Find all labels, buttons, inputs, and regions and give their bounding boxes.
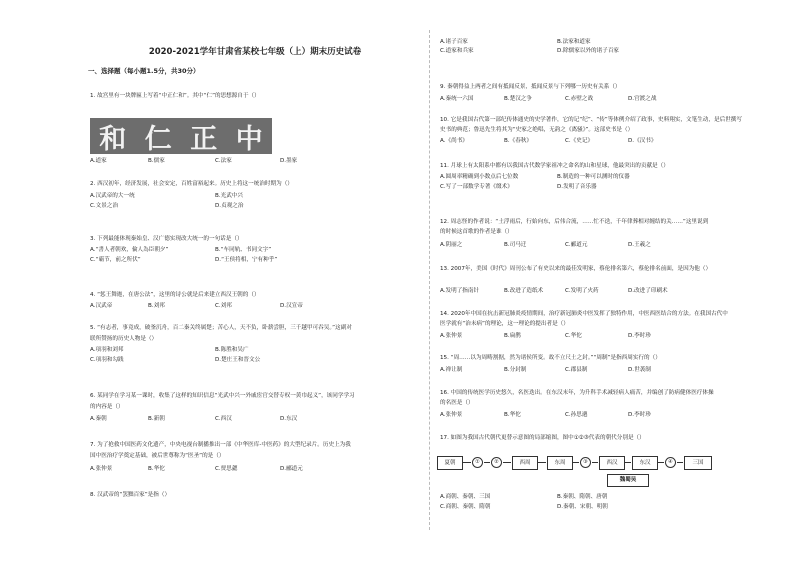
timeline-arrow xyxy=(538,462,546,463)
section-heading: 一、选择题（每小题1.5分，共30分） xyxy=(88,67,200,75)
option-c: C.郦道元 xyxy=(565,242,588,248)
option-d: D.李时珍 xyxy=(628,333,651,339)
option-b: B.制造的一种可以测时的仪器 xyxy=(557,174,630,180)
timeline-node: ① xyxy=(472,457,483,468)
column-divider xyxy=(429,30,430,530)
option-c: C.华佗 xyxy=(565,333,582,339)
q9-stem: 9. 秦朝得益上两者之间有抵闻反景，抵闻反景与下列哪一历史有关系（） xyxy=(440,84,621,90)
option-c: C.孙思邈 xyxy=(565,412,588,418)
option-d: D.楚庄王和晋文公 xyxy=(215,357,261,363)
timeline-arrow xyxy=(677,462,683,463)
option-b: B.《春秋》 xyxy=(504,138,532,144)
option-d: D.《汉书》 xyxy=(628,138,657,144)
q12-stem: 12. 周志怪的作者说：“土浮雨后，行始向东，后伟合流，……忙不迭，千年律葬相对缠结的关……”这里说到 xyxy=(440,219,709,225)
q16-stem-line2: 的名医是（） xyxy=(440,400,474,406)
timeline-node: ③ xyxy=(580,457,591,468)
plaque-char: 和 xyxy=(99,123,127,155)
q7-stem: 7. 为了抢救中国医药文化遗产，中央电视台制播推出一部《中华医库-中医药》的大型纪录片。历史上为我 xyxy=(90,442,351,448)
timeline-arrow xyxy=(463,462,471,463)
option-c: C.项羽和勾践 xyxy=(90,357,124,363)
q12-stem-line2: 的时候这首歌的作者是谁（） xyxy=(440,229,513,235)
exam-title: 2020-2021学年甘肃省某校七年级（上）期末历史试卷 xyxy=(148,47,362,57)
option-a: A.张仲景 xyxy=(440,412,463,418)
option-d: D.发明了音乐器 xyxy=(557,184,597,190)
option-c: C.文景之治 xyxy=(90,203,119,209)
option-a: A.秦朝 xyxy=(90,416,107,422)
timeline-node: 东周 xyxy=(547,456,573,470)
q13-stem: 13. 2007年，美国《时代》周刊公布了有史以来的最佳发明家，蔡伦排名第六，蔡伦排名前面，是因为他（） xyxy=(440,266,712,272)
option-d: D.东汉 xyxy=(280,416,298,422)
option-c: C.写了一部数学专著《缀术》 xyxy=(440,184,513,190)
timeline-arrow xyxy=(625,462,631,463)
option-a: A.汉武帝 xyxy=(90,303,113,309)
option-b: B.“车同轨、书同文字” xyxy=(215,247,272,253)
q2-stem: 2. 西汉初年，经济发展，社会安定，百姓富裕起来。历史上将这一统治时期为（） xyxy=(90,181,293,187)
option-b: B.华佗 xyxy=(148,466,165,472)
timeline-node: 西汉 xyxy=(599,456,625,470)
option-d: D.改进了印刷术 xyxy=(628,288,668,294)
option-a: A.汉武帝的大一统 xyxy=(90,193,135,199)
option-c: C.商朝、秦朝、隋朝 xyxy=(440,504,491,510)
option-a: A.“書人者朝欢，倫人為臣朝夕” xyxy=(90,247,169,253)
option-a: A.禅让制 xyxy=(440,367,463,373)
option-c: C.郡县制 xyxy=(565,367,588,373)
q10-stem: 10. 它是我国古代第一部纪传体通史的史学著作，它的记“纪”、“传”等体例介绍了政事，史料翔实，文笔生动，是后世撰写 xyxy=(440,117,742,123)
option-c: C.《史记》 xyxy=(565,138,594,144)
option-c: C.赤壁之战 xyxy=(565,96,594,102)
option-d: D.除儒家以外的诸子百家 xyxy=(557,48,620,54)
q14-stem-line2: 医学就有“治未病”的理论，这一理论的提出者是（） xyxy=(440,321,569,327)
q15-stem: 15. “周……以为周畴割据，然为诸侯所变。故不立尺土之封。”“周制”是指西周实行的（） xyxy=(440,355,661,361)
timeline-node: 西周 xyxy=(512,456,538,470)
option-d: D.秦朝、宋朝、明朝 xyxy=(557,504,608,510)
option-d: D.李时珍 xyxy=(628,412,651,418)
timeline-arrow xyxy=(503,462,511,463)
q7-stem-line2: 国中医治疗学奠定基础，被后世尊称为“医圣”的是（） xyxy=(90,453,225,459)
q14-stem: 14. 2020年中国在抗击新冠肺炎疫情期间，治疗新冠肺炎中医发挥了独特作用，中医西医结合的方法。在我国古代中 xyxy=(440,311,728,317)
option-c: C.道家和兵家 xyxy=(440,48,474,54)
option-b: B.光武中兴 xyxy=(215,193,243,199)
option-d: D.墨家 xyxy=(280,158,298,164)
option-a: A.《尚书》 xyxy=(440,138,468,144)
timeline-node: ② xyxy=(491,457,502,468)
q4-stem: 4. “惩王舞迦，在唐公法”，这里的诗公就是后来建立西汉王朝的（） xyxy=(90,292,260,298)
option-b: B.新朝 xyxy=(148,416,165,422)
option-b: B.陈胜和吴广 xyxy=(215,347,249,353)
option-c: C.发明了火药 xyxy=(565,288,599,294)
plaque-char: 中 xyxy=(235,123,263,155)
timeline-node: ④ xyxy=(665,457,676,468)
option-b: B.楚汉之争 xyxy=(504,96,532,102)
option-a: A.诸子百家 xyxy=(440,39,468,45)
q6-stem-line2: 的内容是（） xyxy=(90,404,124,410)
option-a: A.秦统一六国 xyxy=(440,96,474,102)
option-b: B.分封制 xyxy=(504,367,527,373)
timeline-arrow xyxy=(484,462,490,463)
option-c: C.“霸节，前之所伏” xyxy=(90,257,141,263)
timeline-sub-box: 魏蜀吴 xyxy=(607,474,649,487)
option-d: D.“王侯将相，宁有种乎” xyxy=(215,257,278,263)
q11-stem: 11. 月球上有太阳系中都有以我国古代数学家祖冲之命名的山和星球，他最突出的贡献是（） xyxy=(440,163,669,169)
q5-stem: 5. “有志者，事竟成，破釜沉舟，百二秦关终属楚；苦心人，天不负，卧薪尝胆，三千越甲可吞吴。”这副对 xyxy=(90,325,352,331)
option-a: A.张仲景 xyxy=(440,333,463,339)
option-b: B.扁鹊 xyxy=(504,333,521,339)
q3-stem: 3. 下列最能体现秦始皇、汉广德实现改大统一的一句话是（） xyxy=(90,236,243,242)
timeline-node: 夏朝 xyxy=(437,456,463,470)
dynasty-timeline-diagram xyxy=(437,454,737,490)
plaque-char: 仁 xyxy=(144,123,172,155)
option-a: A.张仲景 xyxy=(90,466,113,472)
option-a: A.阴丽之 xyxy=(440,242,463,248)
plaque-char: 正 xyxy=(190,123,218,155)
q10-stem-line2: 史书的典范；鲁迅先生将其为“史家之绝唱，无韵之《离骚》”。这部史书是（） xyxy=(440,127,634,133)
option-a: A.道家 xyxy=(90,158,107,164)
option-c: C.刘邦 xyxy=(215,303,232,309)
option-b: B.华佗 xyxy=(504,412,521,418)
option-c: C.贾思勰 xyxy=(215,466,238,472)
option-c: C.西汉 xyxy=(215,416,232,422)
option-d: D.汉宣帝 xyxy=(280,303,303,309)
q1-stem: 1. 故宫里有一块牌匾上写着“中正仁和”。其中“仁”的思想源自于（） xyxy=(90,93,260,99)
option-a: A.圆周率精确到小数点后七位数 xyxy=(440,174,519,180)
q1-plaque-image xyxy=(90,118,272,154)
option-b: B.秦朝、隋朝、唐朝 xyxy=(557,494,608,500)
option-a: A.发明了指南针 xyxy=(440,288,480,294)
q6-stem: 6. 某同学在学习某一课时，收集了这样的知识信息“光武中兴一外戚宦官交替专权一黄巾起义”，该同学学习 xyxy=(90,393,355,399)
timeline-arrow xyxy=(573,462,579,463)
option-b: B.刘邦 xyxy=(148,303,165,309)
q8-stem: 8. 汉武帝的“罢黜百家”是指（） xyxy=(90,492,171,498)
option-b: B.司马迁 xyxy=(504,242,527,248)
option-d: D.郦道元 xyxy=(280,466,303,472)
option-d: D.王羲之 xyxy=(628,242,651,248)
timeline-node: 三国 xyxy=(684,456,712,470)
option-c: C.法家 xyxy=(215,158,232,164)
option-b: B.法家和道家 xyxy=(557,39,591,45)
option-d: D.贞观之治 xyxy=(215,203,244,209)
option-a: A.项羽和刘邦 xyxy=(90,347,124,353)
q16-stem: 16. 中国的传统医学历史悠久，名医迭出。在东汉末年，为升科手术减轻病人痛苦，并编创了防病健体医疗体操 xyxy=(440,390,714,396)
timeline-arrow xyxy=(658,462,664,463)
q5-stem-line2: 联所赞扬的历史人物是（） xyxy=(90,336,158,342)
option-b: B.改进了造纸术 xyxy=(504,288,544,294)
q17-stem: 17. 如图为我国古代朝代更替示意图的局部缩图，图中①②③代表的朝代分别是（） xyxy=(440,435,645,441)
timeline-node: 东汉 xyxy=(632,456,658,470)
timeline-arrow xyxy=(592,462,598,463)
option-a: A.商朝、秦朝、三国 xyxy=(440,494,491,500)
option-b: B.儒家 xyxy=(148,158,165,164)
option-d: D.世袭制 xyxy=(628,367,651,373)
option-d: D.官渡之战 xyxy=(628,96,657,102)
